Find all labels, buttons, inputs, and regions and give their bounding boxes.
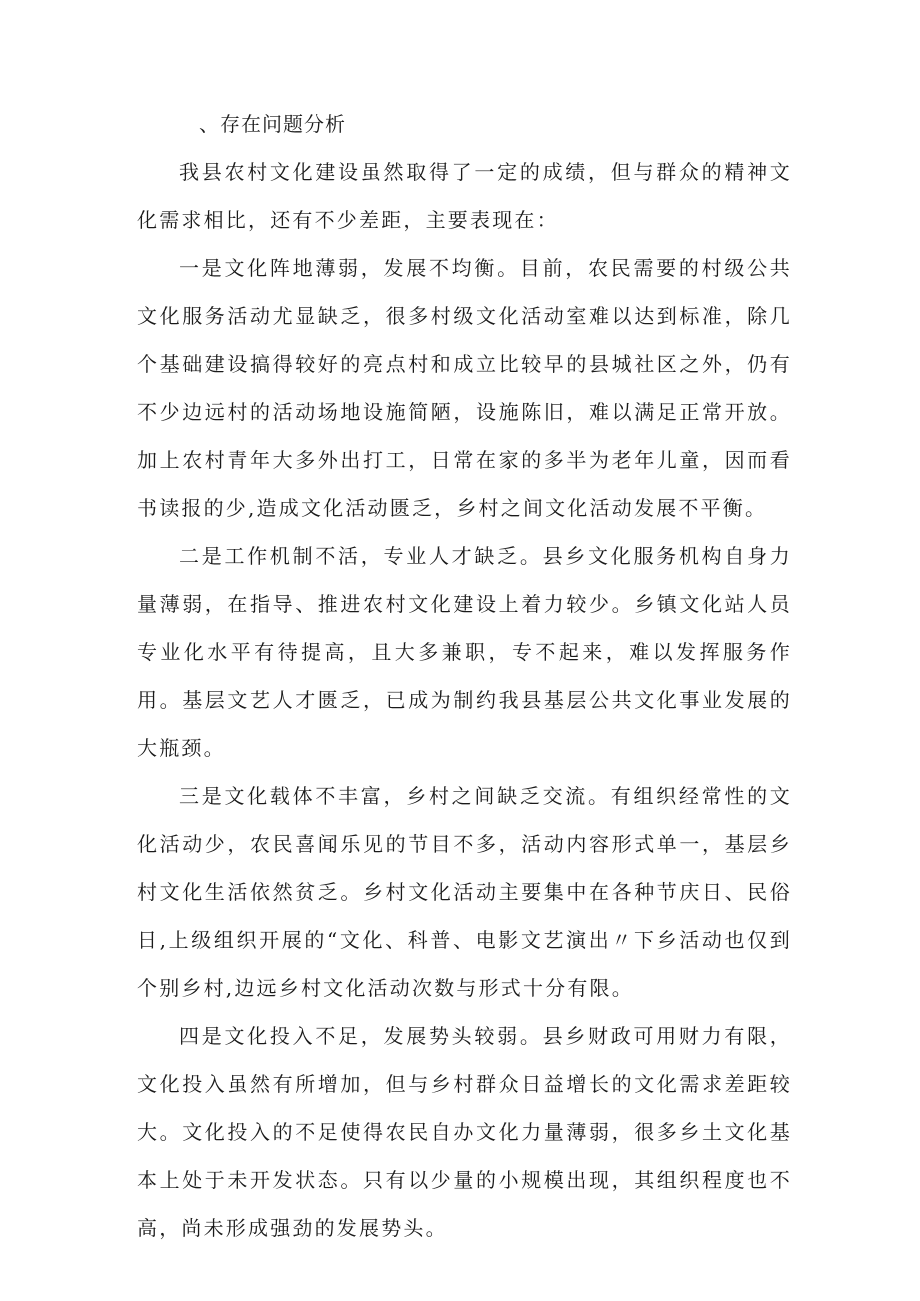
document-page (137, 100, 792, 1252)
section-heading: 、存在问题分析 (199, 112, 346, 136)
paragraph-point-2: 二是工作机制不活，专业人才缺乏。县乡文化服务机构自身力量薄弱，在指导、推进农村文化建设上着力较少。乡镇文化站人员专业化水平有待提高，且大多兼职，专不起来，难以发挥服务作用。基层文艺人才匮乏，已成为制约我县基层公共文化事业发展的大瓶颈。 (137, 544, 792, 760)
paragraph-intro: 我县农村文化建设虽然取得了一定的成绩，但与群众的精神文化需求相比，还有不少差距，主要表现在： (137, 160, 792, 232)
paragraph-point-1: 一是文化阵地薄弱，发展不均衡。目前，农民需要的村级公共文化服务活动尤显缺乏，很多村级文化活动室难以达到标准，除几个基础建设搞得较好的亮点村和成立比较早的县城社区之外，仍有不少边远村的活动场地设施简陋，设施陈旧，难以满足正常开放。加上农村青年大多外出打工，日常在家的多半为老年儿童，因而看书读报的少,造成文化活动匮乏，乡村之间文化活动发展不平衡。 (137, 256, 792, 520)
paragraph-point-4: 四是文化投入不足，发展势头较弱。县乡财政可用财力有限，文化投入虽然有所增加，但与乡村群众日益增长的文化需求差距较大。文化投入的不足使得农民自办文化力量薄弱，很多乡土文化基本上处于未开发状态。只有以少量的小规模出现，其组织程度也不高，尚未形成强劲的发展势头。 (137, 1024, 792, 1240)
paragraph-point-3: 三是文化载体不丰富，乡村之间缺乏交流。有组织经常性的文化活动少，农民喜闻乐见的节目不多，活动内容形式单一，基层乡村文化生活依然贫乏。乡村文化活动主要集中在各种节庆日、民俗日,上级组织开展的“文化、科普、电影文艺演出〃下乡活动也仅到个别乡村,边远乡村文化活动次数与形式十分有限。 (137, 784, 792, 1000)
